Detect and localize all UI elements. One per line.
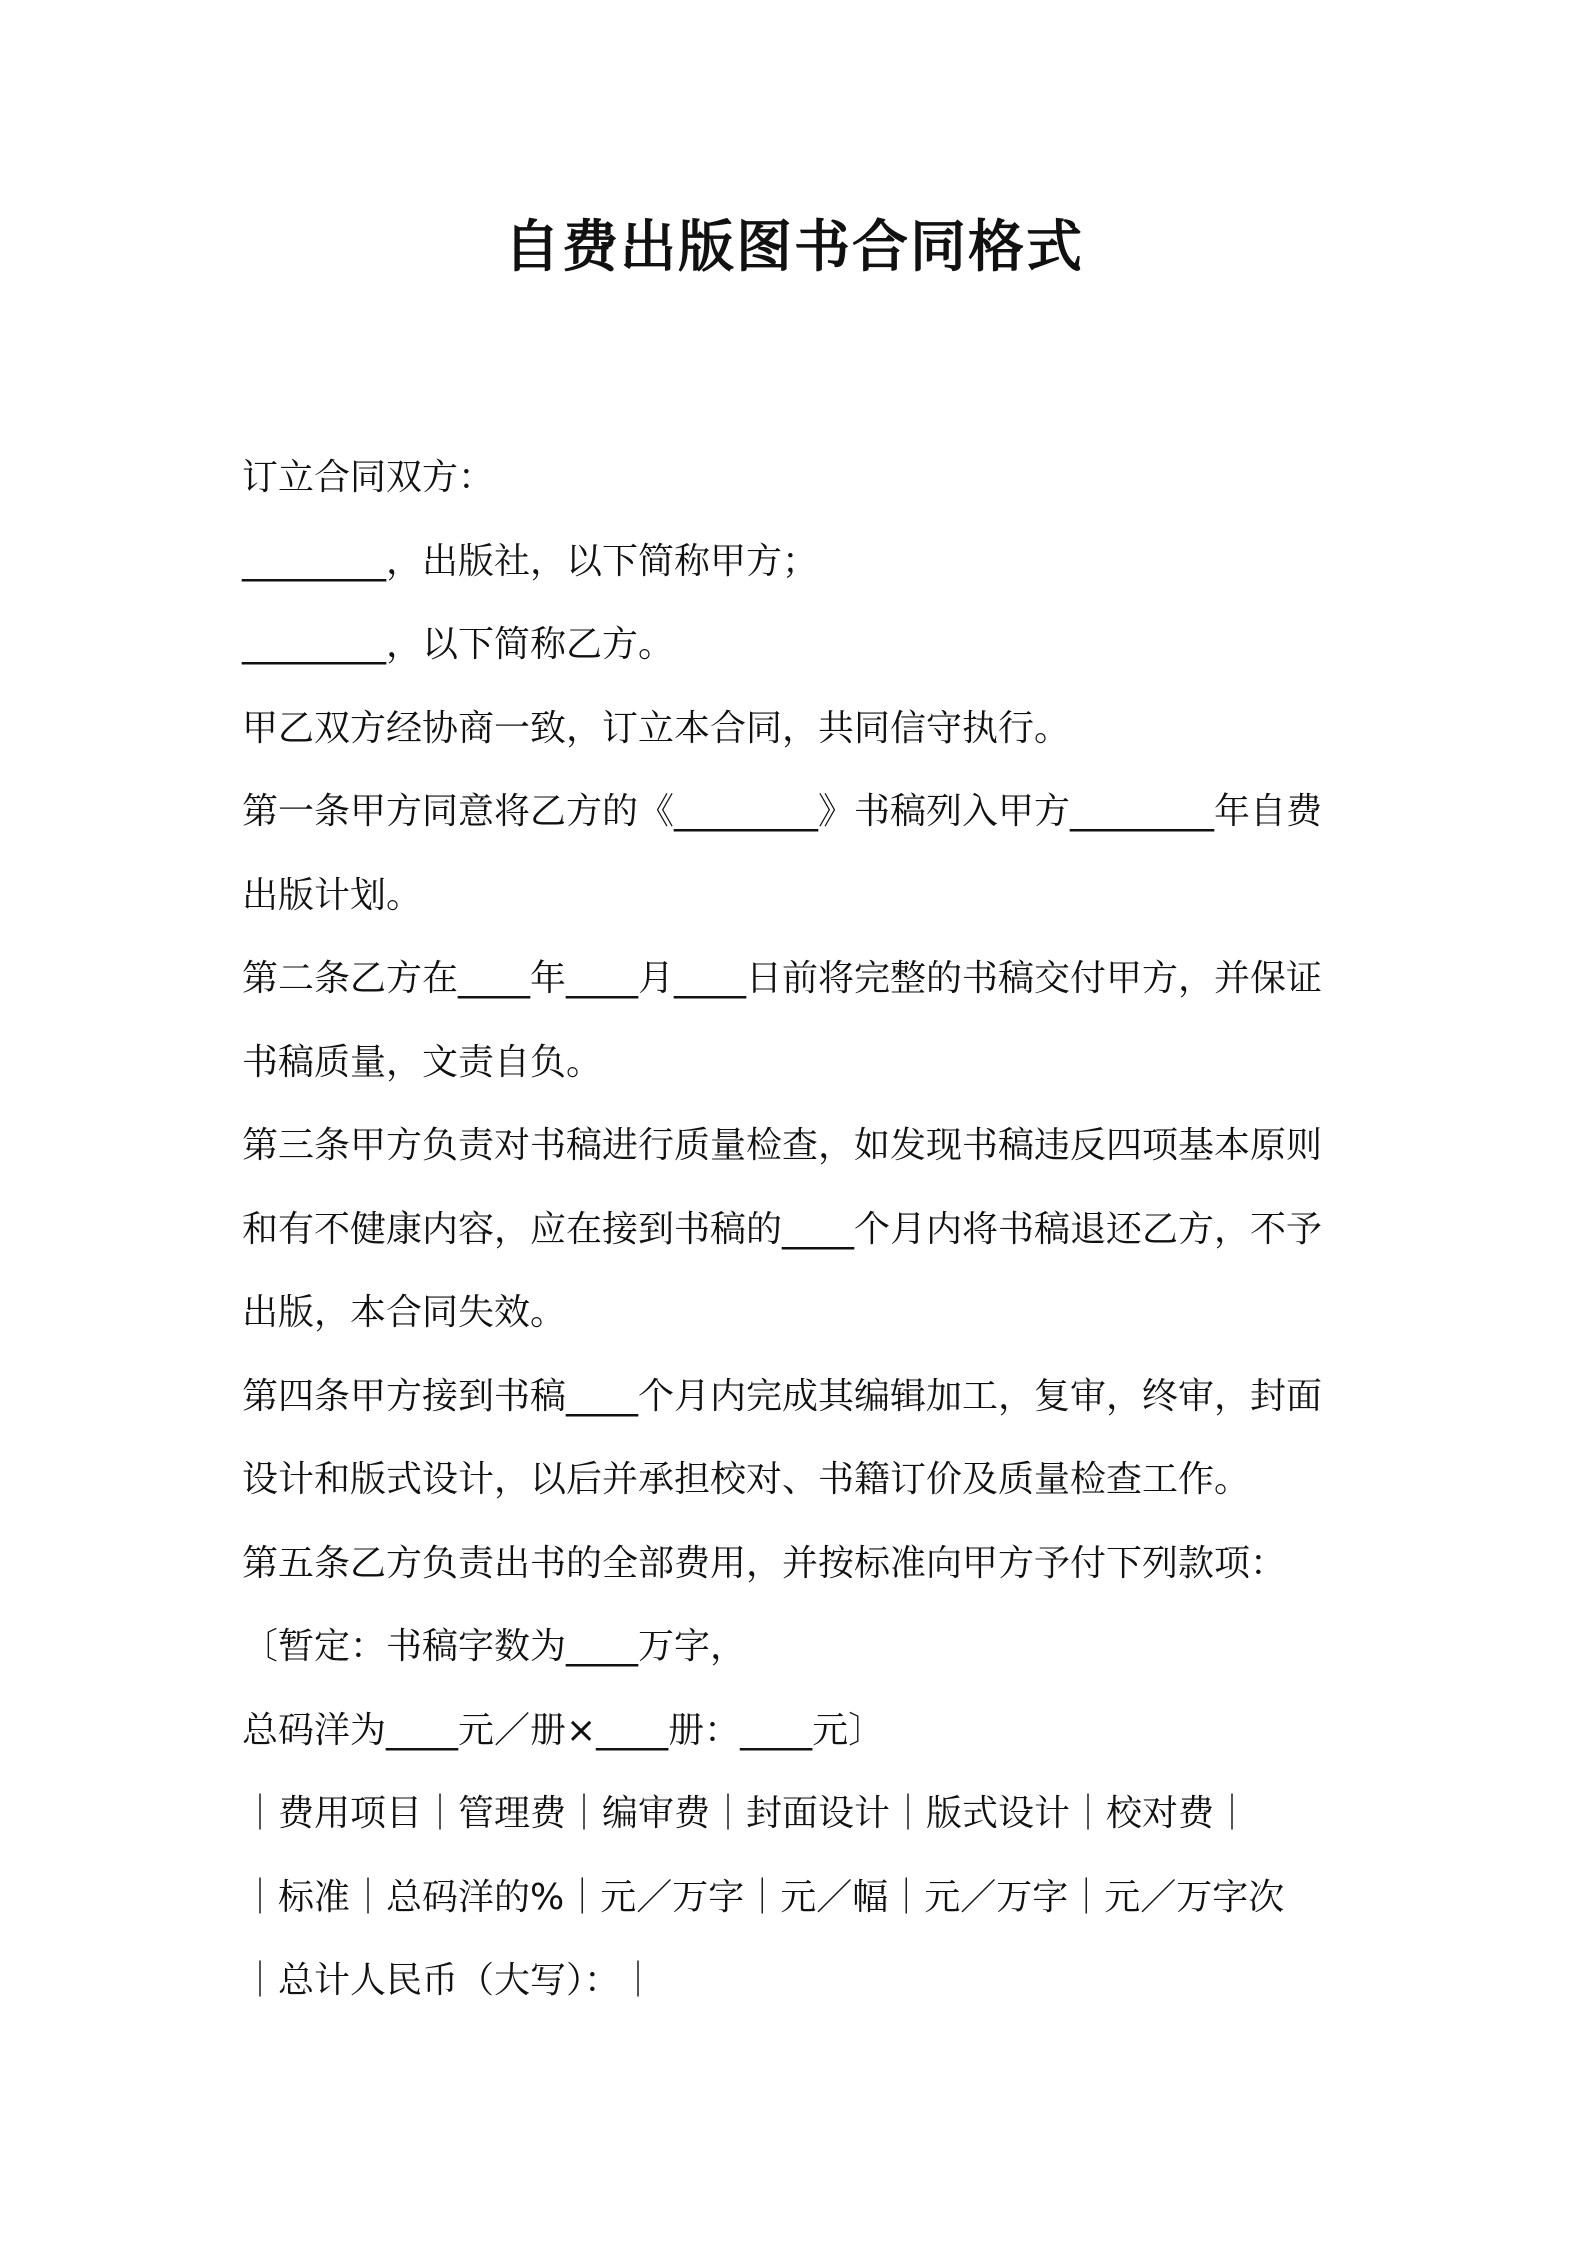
contract-line: 订立合同双方： bbox=[242, 457, 495, 498]
contract-body bbox=[242, 436, 1346, 2023]
contract-line: 〔暂定：书稿字数为____万字， bbox=[242, 1626, 747, 1667]
contract-line: 第一条甲方同意将乙方的《________》书稿列入甲方________年自费 bbox=[242, 791, 1323, 832]
contract-line: 第三条甲方负责对书稿进行质量检查，如发现书稿违反四项基本原则 bbox=[242, 1125, 1323, 1166]
document-title: 自费出版图书合同格式 bbox=[504, 215, 1084, 280]
contract-line: 总码洋为____元／册×____册：____元〕 bbox=[242, 1709, 885, 1751]
fee-table-header-row: ｜费用项目｜管理费｜编审费｜封面设计｜版式设计｜校对费｜ bbox=[242, 1793, 1251, 1834]
contract-line: 第五条乙方负责出书的全部费用，并按标准向甲方予付下列款项： bbox=[242, 1542, 1287, 1584]
fee-table-standard-row: ｜标准｜总码洋的%｜元／万字｜元／幅｜元／万字｜元／万字次 bbox=[242, 1876, 1285, 1918]
contract-line: 第二条乙方在____年____月____日前将完整的书稿交付甲方，并保证 bbox=[242, 958, 1323, 999]
contract-line: 和有不健康内容，应在接到书稿的____个月内将书稿退还乙方，不予 bbox=[242, 1208, 1323, 1250]
contract-line: 书稿质量，文责自负。 bbox=[242, 1041, 603, 1083]
contract-line: 出版，本合同失效。 bbox=[242, 1292, 567, 1333]
contract-line: 甲乙双方经协商一致，订立本合同，共同信守执行。 bbox=[242, 707, 1071, 749]
contract-line: ________，以下简称乙方。 bbox=[242, 624, 675, 665]
contract-line: 出版计划。 bbox=[242, 874, 423, 916]
fee-table-total-row: ｜总计人民币（大写）：｜ bbox=[242, 1960, 657, 2001]
contract-line: 设计和版式设计，以后并承担校对、书籍订价及质量检查工作。 bbox=[242, 1459, 1251, 1500]
contract-line: ________，出版社，以下简称甲方； bbox=[242, 540, 819, 582]
contract-line: 第四条甲方接到书稿____个月内完成其编辑加工，复审，终审，封面 bbox=[242, 1375, 1323, 1417]
